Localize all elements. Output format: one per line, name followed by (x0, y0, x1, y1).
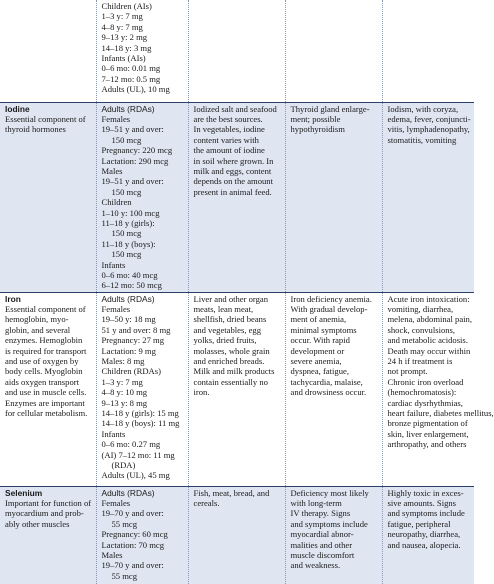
deficiency-line: occur. With rapid (290, 335, 350, 346)
intake-line: Pregnancy: 220 mcg (101, 145, 173, 156)
sources-line: cereals. (193, 497, 220, 508)
intake-line: Children (AIs) (101, 1, 152, 11)
toxicity-line: Highly toxic in exces- (387, 487, 464, 498)
toxicity-cell (382, 486, 474, 584)
toxicity-line: cardiac dysrhythmias, (387, 397, 463, 408)
intake-line: 150 mcg (111, 134, 142, 145)
intake-line: 150 mcg (111, 186, 142, 197)
intake-line: Children (101, 197, 132, 208)
function-line: myocardium and prob- (5, 508, 84, 519)
nutrient-name: Iodine (5, 103, 30, 114)
toxicity-line: neuropathy, diarrhea, (387, 529, 461, 540)
intake-line: 1–3 y: 7 mg (101, 11, 143, 22)
toxicity-line: melena, abdominal pain, (387, 314, 472, 325)
intake-line: 150 mcg (111, 228, 142, 239)
intake-line: 19–51 y and over: (101, 124, 164, 135)
intake-line: Adults (UL), 10 mg (101, 84, 170, 95)
intake-line: Females (101, 113, 131, 124)
sources-line: Liver and other organ (193, 293, 269, 304)
intake-line: Males: 8 mg (101, 355, 145, 366)
sources-line: in soil where grown. In (193, 155, 274, 166)
nutrient-name: Selenium (5, 487, 43, 498)
sources-line: are the best sources. (193, 113, 263, 124)
intake-line: 14–18 y (girls): 15 mg (101, 407, 179, 418)
intake-line: 11–18 y (girls): (101, 217, 155, 228)
function-line: thyroid hormones (5, 124, 66, 135)
intake-line: Females (101, 303, 131, 314)
intake-line: (AI) 7–12 mo: 11 mg (101, 449, 175, 460)
function-line: for cellular metabolism. (5, 407, 88, 418)
intake-line: Infants (101, 259, 126, 270)
toxicity-cell (382, 292, 494, 486)
intake-line: Children (RDAs) (101, 366, 161, 377)
nutrient-name: Iron (5, 293, 21, 304)
function-line: hemoglobin, myo- (5, 314, 69, 325)
toxicity-cell (382, 0, 474, 102)
intake-line: Adults (RDAs) (101, 487, 155, 498)
toxicity-line: heart failure, diabetes mellitus, (387, 407, 494, 418)
toxicity-line: Chronic iron overload (387, 376, 464, 387)
deficiency-line: Thyroid gland enlarge- (290, 103, 370, 114)
toxicity-line: Death may occur within (387, 345, 471, 356)
deficiency-line: minimal symptoms (290, 324, 357, 335)
intake-cell (96, 102, 188, 292)
toxicity-line: edema, fever, conjuncti- (387, 113, 471, 124)
deficiency-line: development or (290, 345, 345, 356)
intake-line: Infants (101, 428, 126, 439)
intake-line: 19–50 y: 18 mg (101, 314, 156, 325)
intake-line: 0–6 mo: 0.27 mg (101, 439, 161, 450)
toxicity-line: sive amounts. Signs (387, 497, 457, 508)
intake-cell (96, 0, 188, 102)
intake-line: 4–8 y: 7 mg (101, 21, 143, 32)
intake-line: Pregnancy: 60 mcg (101, 529, 168, 540)
function-line: enzymes. Hemoglobin (5, 335, 83, 346)
function-line: globin, and several (5, 324, 71, 335)
intake-line: Males (101, 165, 123, 176)
sources-line: Milk and milk products (193, 366, 275, 377)
toxicity-line: Acute iron intoxication: (387, 293, 470, 304)
nutrient-cell (0, 486, 96, 584)
sources-cell (188, 0, 285, 102)
intake-line: 4–8 y: 10 mg (101, 387, 148, 398)
deficiency-line: severe anemia, (290, 355, 342, 366)
deficiency-line: malities and other (290, 539, 353, 550)
intake-line: 0–6 mo: 0.01 mg (101, 63, 161, 74)
sources-line: contain essentially no (193, 376, 268, 387)
deficiency-line: myocardial abnor- (290, 529, 354, 540)
intake-line: Infants (AIs) (101, 53, 146, 64)
sources-line: milk and eggs, content (193, 165, 272, 176)
intake-line: 7–12 mo: 0.5 mg (101, 73, 161, 84)
intake-line: 14–18 y (boys): 11 mg (101, 418, 180, 429)
deficiency-line: With gradual develop- (290, 303, 368, 314)
toxicity-line: vomiting, diarrhea, (387, 303, 454, 314)
table-row-selenium (0, 486, 474, 584)
intake-line: 0–6 mo: 40 mcg (101, 270, 158, 280)
deficiency-line: and drowsiness occur. (290, 387, 367, 398)
intake-line: 55 mcg (111, 570, 138, 581)
intake-line: Adults (RDAs) (101, 103, 155, 114)
toxicity-line: and symptoms include (387, 508, 465, 519)
sources-cell (188, 486, 285, 584)
table-row-prev (0, 0, 474, 102)
function-line: and use in muscle cells. (5, 387, 87, 398)
deficiency-cell (285, 486, 382, 584)
intake-line: 9–13 y: 2 mg (101, 32, 148, 43)
intake-line: 6–12 mo: 50 mcg (101, 280, 162, 291)
intake-line: 1–10 y: 100 mcg (101, 207, 160, 218)
sources-line: and enriched breads. (193, 355, 265, 366)
toxicity-line: fatigue, peripheral (387, 518, 451, 529)
nutrient-cell (0, 102, 96, 292)
nutrient-cell (0, 292, 96, 486)
sources-line: depends on the amount (193, 176, 273, 187)
toxicity-line: stomatitis, vomiting (387, 134, 457, 145)
intake-line: (RDA) (111, 460, 136, 470)
sources-line: and vegetables, egg (193, 324, 262, 335)
deficiency-line: IV therapy. Signs (290, 508, 351, 519)
deficiency-line: with long-term (290, 497, 342, 508)
sources-line: Fish, meat, bread, and (193, 487, 270, 498)
function-line: aids oxygen transport (5, 376, 79, 387)
toxicity-line: not prompt. (387, 366, 428, 377)
function-line: Enzymes are important (5, 397, 85, 408)
deficiency-line: Iron deficiency anemia. (290, 293, 372, 304)
intake-line: 11–18 y (boys): (101, 238, 156, 249)
intake-line: Females (101, 497, 131, 508)
function-line: ably other muscles (5, 518, 70, 529)
function-line: Important for function of (5, 497, 92, 508)
toxicity-line: (hemochromatosis): (387, 387, 457, 398)
function-line: and use of oxygen by (5, 355, 79, 366)
intake-line: Lactation: 290 mcg (101, 155, 169, 166)
intake-line: Pregnancy: 27 mg (101, 335, 165, 346)
intake-cell (96, 486, 188, 584)
intake-line: Adults (UL), 45 mg (101, 470, 170, 481)
toxicity-line: bronze pigmentation of (387, 418, 468, 429)
intake-line: 9–13 y: 8 mg (101, 397, 148, 408)
toxicity-line: and metabolic acidosis. (387, 335, 468, 346)
deficiency-cell (285, 292, 382, 486)
deficiency-cell (285, 102, 382, 292)
sources-line: iron. (193, 387, 210, 398)
intake-line: 55 mcg (111, 518, 138, 529)
deficiency-line: tachycardia, malaise, (290, 376, 363, 387)
toxicity-cell (382, 102, 474, 292)
deficiency-cell (285, 0, 382, 102)
toxicity-line: 24 h if treatment is (387, 355, 453, 366)
deficiency-line: ment of anemia, (290, 314, 347, 325)
function-line: Essential component of (5, 113, 86, 124)
sources-line: meats, lean meat, (193, 303, 254, 314)
intake-line: 150 mcg (111, 249, 142, 260)
toxicity-line: Iodism, with coryza, (387, 103, 459, 114)
nutrient-cell (0, 0, 96, 102)
sources-line: molasses, whole grain (193, 345, 270, 356)
table-row-iron (0, 292, 474, 486)
table-row-iodine (0, 102, 474, 292)
intake-line: Lactation: 9 mg (101, 345, 156, 356)
deficiency-line: ment; possible (290, 113, 341, 124)
sources-line: yolks, dried fruits, (193, 335, 257, 346)
sources-cell (188, 292, 285, 486)
deficiency-line: muscle discomfort (290, 549, 355, 560)
sources-line: present in animal feed. (193, 186, 272, 197)
function-line: body cells. Myoglobin (5, 366, 83, 377)
sources-line: Iodized salt and seafood (193, 103, 277, 114)
sources-cell (188, 102, 285, 292)
toxicity-line: shock, convulsions, (387, 324, 456, 335)
sources-line: content varies with (193, 134, 259, 145)
function-line: Essential component of (5, 303, 86, 314)
intake-line: Adults (RDAs) (101, 293, 155, 304)
intake-line: 19–51 y and over: (101, 176, 164, 187)
intake-line: Lactation: 70 mcg (101, 539, 165, 550)
intake-line: 19–70 y and over: (101, 508, 164, 519)
deficiency-line: Deficiency most likely (290, 487, 369, 498)
intake-cell (96, 292, 188, 486)
function-line: is required for transport (5, 345, 87, 356)
sources-line: the amount of iodine (193, 145, 265, 156)
intake-line: 14–18 y: 3 mg (101, 42, 152, 53)
deficiency-line: and weakness. (290, 560, 341, 571)
intake-line: 1–3 y: 7 mg (101, 376, 143, 387)
toxicity-line: vitis, lymphadenopathy, (387, 124, 470, 135)
deficiency-line: and symptoms include (290, 518, 368, 529)
toxicity-line: and nausea, alopecia. (387, 539, 461, 550)
intake-line: 19–70 y and over: (101, 560, 164, 571)
deficiency-line: dyspnea, fatigue, (290, 366, 349, 377)
intake-line: Males (101, 549, 123, 560)
toxicity-line: arthropathy, and others (387, 439, 467, 450)
sources-line: In vegetables, iodine (193, 124, 265, 135)
intake-line: 51 y and over: 8 mg (101, 324, 171, 335)
deficiency-line: hypothyroidism (290, 124, 345, 135)
sources-line: shellfish, dried beans (193, 314, 267, 325)
toxicity-line: skin, liver enlargement, (387, 428, 469, 439)
